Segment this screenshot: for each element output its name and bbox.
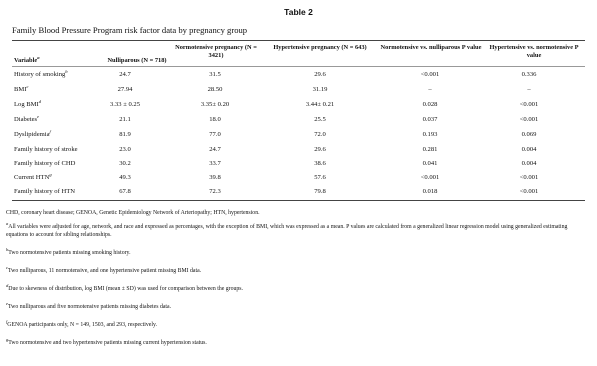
bottom-rule — [12, 200, 585, 201]
footnote-c: $^c$Two nulliparous, 11 normotensive, and one hypertensive patient missing BMI data. — [6, 265, 202, 274]
cell-normotensive: 28.50 — [207, 86, 223, 93]
header-hyp-vs-norm: Hypertensive vs. normotensive P value — [489, 44, 579, 60]
header-normotensive: Normotensive pregnancy (N = 3421) — [175, 44, 257, 60]
footnote-a: $^a$All variables were adjusted for age, network, and race and expressed as percentages, with the exception of BMI, which was expressed as a mean. P values are calculated from a generalized linear regression model using generalized estimating equations to account for sibling relationships. — [6, 221, 568, 238]
cell-p-hyp-vs-norm: 0.004 — [521, 146, 537, 153]
cell-normotensive: 77.0 — [209, 131, 221, 138]
row-label: Dyslipidemia$^f$ — [14, 128, 51, 138]
cell-p-hyp-vs-norm: <0.001 — [519, 101, 539, 108]
cell-hypertensive: 25.5 — [314, 116, 326, 123]
cell-p-norm-vs-null: – — [428, 86, 432, 93]
cell-normotensive: 24.7 — [209, 146, 221, 153]
cell-normotensive: 31.5 — [209, 71, 221, 78]
header-hypertensive: Hypertensive pregnancy (N = 643) — [273, 44, 367, 51]
cell-hypertensive: 72.0 — [314, 131, 326, 138]
footnote-d: $^d$Due to skewness of distribution, log BMI (mean ± SD) was used for comparison between the groups. — [6, 283, 243, 292]
footnote-e: $^e$Two nulliparous and five normotensive patients missing diabetes data. — [6, 301, 172, 310]
row-label: Family history of HTN — [14, 188, 75, 195]
header-nulliparous: Nulliparous (N = 718) — [107, 57, 167, 64]
table-title: Family Blood Pressure Program risk factor data by pregnancy group — [12, 25, 248, 35]
cell-p-hyp-vs-norm: – — [527, 86, 531, 93]
cell-nulliparous: 21.1 — [119, 116, 131, 123]
cell-nulliparous: 27.94 — [117, 86, 133, 93]
cell-hypertensive: 57.6 — [314, 174, 326, 181]
cell-p-hyp-vs-norm: 0.336 — [521, 71, 537, 78]
cell-nulliparous: 49.3 — [119, 174, 131, 181]
cell-normotensive: 18.0 — [209, 116, 221, 123]
cell-p-norm-vs-null: 0.037 — [422, 116, 438, 123]
abbreviations-note: CHD, coronary heart disease; GENOA, Genetic Epidemiology Network of Arteriopathy; HTN, hypertension. — [6, 210, 260, 216]
cell-hypertensive: 79.8 — [314, 188, 326, 195]
cell-nulliparous: 81.9 — [119, 131, 131, 138]
cell-p-norm-vs-null: 0.193 — [422, 131, 438, 138]
cell-normotensive: 3.35± 0.20 — [200, 101, 230, 108]
cell-normotensive: 39.8 — [209, 174, 221, 181]
cell-nulliparous: 24.7 — [119, 71, 131, 78]
row-label: BMI$^c$ — [14, 83, 29, 93]
cell-hypertensive: 3.44± 0.21 — [305, 101, 335, 108]
cell-p-hyp-vs-norm: <0.001 — [519, 188, 539, 195]
cell-p-norm-vs-null: <0.001 — [420, 71, 440, 78]
header-rule — [12, 66, 585, 67]
cell-p-hyp-vs-norm: 0.069 — [521, 131, 537, 138]
row-label: Family history of stroke — [14, 146, 78, 153]
cell-p-hyp-vs-norm: <0.001 — [519, 174, 539, 181]
cell-p-hyp-vs-norm: 0.004 — [521, 160, 537, 167]
table-label: Table 2 — [284, 7, 313, 17]
row-label: Current HTN$^g$ — [14, 171, 52, 181]
cell-nulliparous: 23.0 — [119, 146, 131, 153]
cell-p-norm-vs-null: <0.001 — [420, 174, 440, 181]
cell-p-norm-vs-null: 0.028 — [422, 101, 438, 108]
footnote-b: $^b$Two normotensive patients missing smoking history. — [6, 247, 131, 256]
cell-p-norm-vs-null: 0.041 — [422, 160, 438, 167]
cell-nulliparous: 30.2 — [119, 160, 131, 167]
cell-hypertensive: 29.6 — [314, 71, 326, 78]
footnote-f: $^f$GENOA participants only, N = 149, 1503, and 293, respectively. — [6, 319, 157, 328]
cell-nulliparous: 3.33 ± 0.25 — [110, 101, 140, 108]
cell-normotensive: 72.3 — [209, 188, 221, 195]
header-variable: Variable$^a$ — [14, 54, 40, 64]
cell-p-hyp-vs-norm: <0.001 — [519, 116, 539, 123]
cell-hypertensive: 31.19 — [312, 86, 328, 93]
header-norm-vs-null: Normotensive vs. nulliparous P value — [380, 44, 482, 51]
row-label: Family history of CHD — [14, 160, 76, 167]
row-label: History of smoking$^b$ — [14, 68, 68, 78]
row-label: Diabetes$^e$ — [14, 113, 40, 123]
cell-normotensive: 33.7 — [209, 160, 221, 167]
cell-nulliparous: 67.8 — [119, 188, 131, 195]
cell-p-norm-vs-null: 0.018 — [422, 188, 438, 195]
footnote-g: $^g$Two normotensive and two hypertensive patients missing current hypertension status. — [6, 337, 207, 346]
top-rule — [12, 40, 585, 41]
cell-p-norm-vs-null: 0.281 — [422, 146, 438, 153]
row-label: Log BMI$^d$ — [14, 98, 42, 108]
cell-hypertensive: 38.6 — [314, 160, 326, 167]
cell-hypertensive: 29.6 — [314, 146, 326, 153]
